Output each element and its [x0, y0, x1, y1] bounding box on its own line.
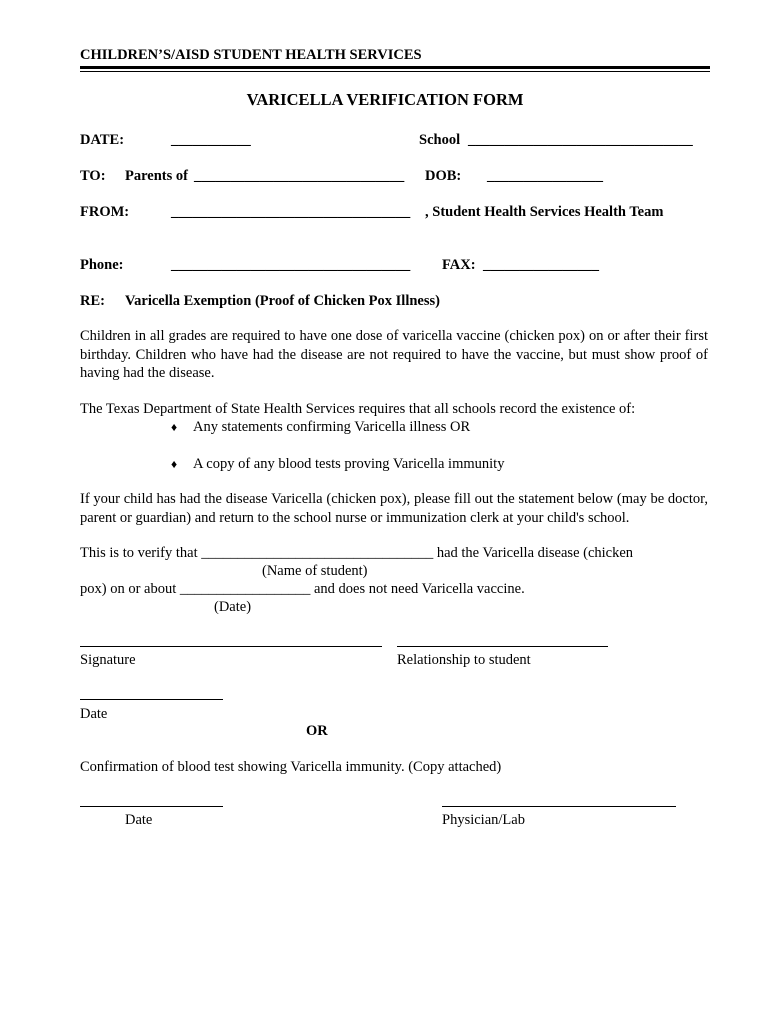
phone-field[interactable]: _________________________________ — [171, 257, 411, 273]
date-caption: (Date) — [214, 599, 252, 615]
or-separator: OR — [306, 723, 328, 739]
verify-statement-line1[interactable]: This is to verify that ________________________________ had the Varicella disease (chicken — [80, 545, 634, 561]
from-field[interactable]: _________________________________ — [171, 204, 411, 220]
dob-label: DOB: — [425, 168, 462, 184]
physician-lab-line[interactable] — [442, 806, 676, 807]
header-rule-thin — [80, 71, 710, 72]
date-field[interactable]: ___________ — [171, 132, 251, 148]
blood-test-date-line[interactable] — [80, 806, 223, 807]
form-title: VARICELLA VERIFICATION FORM — [246, 90, 524, 109]
records-paragraph: The Texas Department of State Health Services requires that all schools record the existence of: — [80, 401, 636, 417]
parents-of-label: Parents of — [125, 168, 188, 184]
date-label: DATE: — [80, 132, 125, 148]
signature-label: Signature — [80, 652, 136, 668]
bullet-icon: ♦ — [171, 420, 178, 434]
signature-line[interactable] — [80, 646, 382, 647]
re-subject: Varicella Exemption (Proof of Chicken Pox Illness) — [125, 293, 440, 309]
name-of-student-caption: (Name of student) — [262, 563, 368, 579]
requirement-paragraph: Children in all grades are required to have one dose of varicella vaccine (chicken pox) on or after their first birthday. Children who have had the disease are not required to have the vaccine, but must show proof of having had the disease. — [80, 328, 708, 381]
relationship-line[interactable] — [397, 646, 608, 647]
to-label: TO: — [80, 168, 106, 184]
physician-lab-label: Physician/Lab — [442, 812, 525, 828]
header-rule-thick — [80, 66, 710, 69]
parents-of-field[interactable]: _____________________________ — [194, 168, 405, 184]
from-suffix: , Student Health Services Health Team — [425, 204, 664, 220]
school-field[interactable]: _______________________________ — [468, 132, 693, 148]
signature-date-label: Date — [80, 706, 108, 722]
blood-test-statement: Confirmation of blood test showing Varicella immunity. (Copy attached) — [80, 759, 502, 775]
organization-header: CHILDREN’S/AISD STUDENT HEALTH SERVICES — [80, 47, 422, 63]
phone-label: Phone: — [80, 257, 124, 273]
signature-date-line[interactable] — [80, 699, 223, 700]
relationship-label: Relationship to student — [397, 652, 531, 668]
school-label: School — [419, 132, 461, 148]
fax-field[interactable]: ________________ — [483, 257, 599, 273]
instructions-paragraph: If your child has had the disease Varicella (chicken pox), please fill out the statement below (may be doctor, parent or guardian) and return to the school nurse or immunization clerk at your child's school. — [80, 491, 708, 526]
blood-test-date-label: Date — [125, 812, 153, 828]
dob-field[interactable]: ________________ — [487, 168, 603, 184]
re-label: RE: — [80, 293, 105, 309]
bullet-item: A copy of any blood tests proving Varicella immunity — [193, 456, 505, 472]
fax-label: FAX: — [442, 257, 476, 273]
from-label: FROM: — [80, 204, 130, 220]
verify-statement-line2[interactable]: pox) on or about __________________ and does not need Varicella vaccine. — [80, 581, 525, 597]
bullet-icon: ♦ — [171, 457, 178, 471]
bullet-item: Any statements confirming Varicella illness OR — [193, 419, 471, 435]
